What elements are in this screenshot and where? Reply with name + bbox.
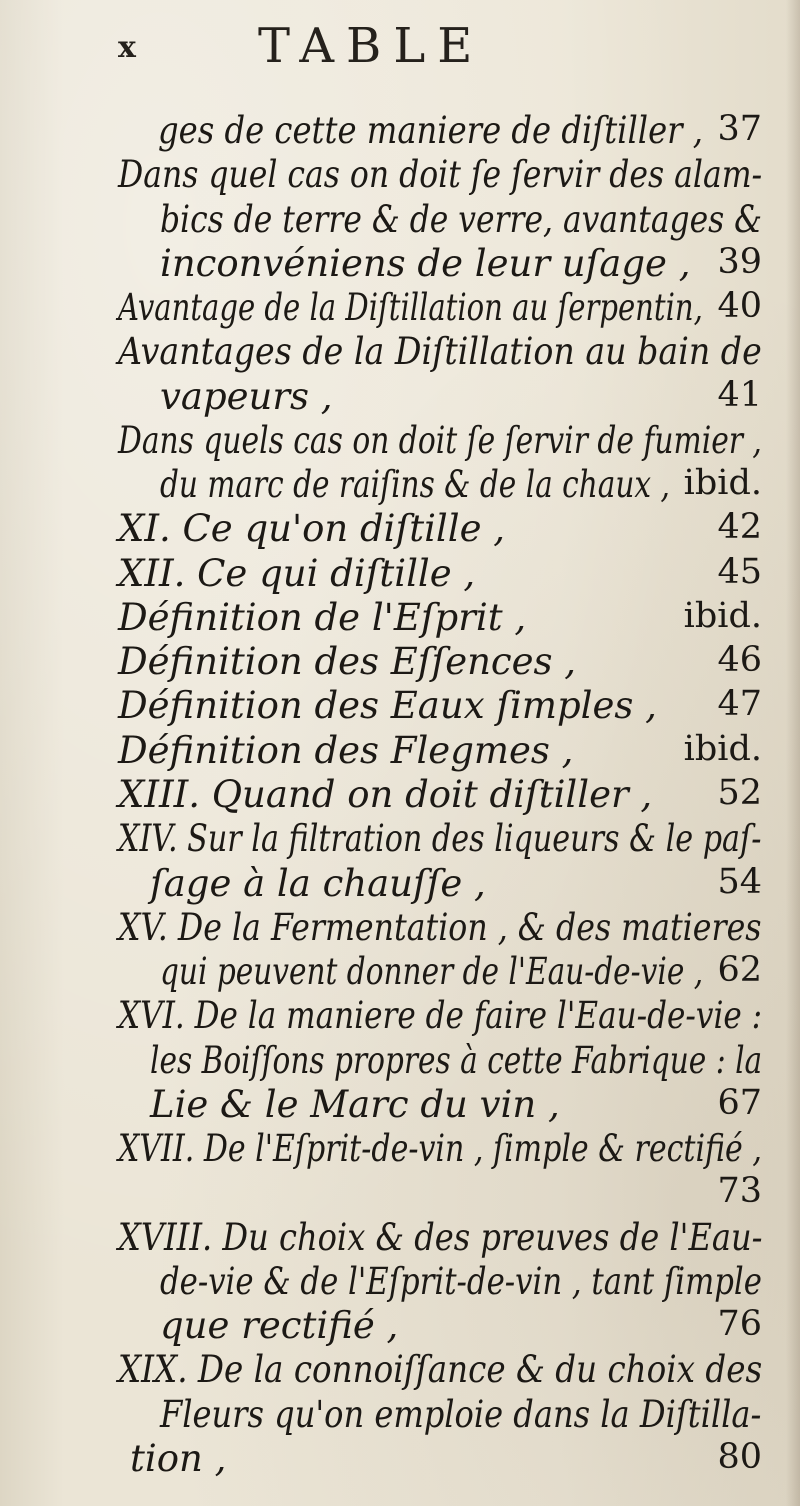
page-edge-shadow — [786, 0, 800, 1506]
page-header — [0, 0, 800, 110]
entry-page: 67 — [717, 1083, 762, 1123]
entry-text: Lie & le Marc du vin , — [150, 1083, 560, 1126]
entry-text: bics de terre & de verre, avantages & — [160, 198, 763, 241]
entry-page: 41 — [717, 375, 762, 415]
entry-page: 73 — [717, 1171, 762, 1211]
entry-text: XII. Ce qui diſtille , — [118, 552, 476, 595]
entry-text: Définition des Eſſences , — [118, 640, 577, 683]
entry-page: 37 — [717, 109, 762, 149]
entry-page: 46 — [717, 640, 762, 680]
entry-text: Définition de l'Eſprit , — [118, 596, 527, 639]
entry-text: inconvéniens de leur uſage , — [160, 242, 691, 285]
entry-text: de-vie & de l'Eſprit-de-vin , tant ſimple — [160, 1260, 762, 1303]
entry-text: qui peuvent donner de l'Eau-de-vie , — [160, 950, 704, 993]
entry-page: 42 — [717, 507, 762, 547]
entry-text: Définition des Eaux ſimples , — [118, 684, 657, 727]
entry-page: 45 — [717, 552, 762, 592]
entry-text: ges de cette maniere de diſtiller , — [158, 109, 704, 152]
entry-text: XIV. Sur la filtration des liqueurs & le paſ- — [118, 817, 762, 860]
entry-text: Dans quel cas on doit ſe ſervir des alam- — [118, 153, 763, 196]
entry-page: 39 — [717, 242, 762, 282]
entry-page: 54 — [717, 862, 762, 902]
running-title: TABLE — [258, 18, 485, 74]
header-ornament: x — [118, 30, 136, 65]
entry-text: XV. De la Fermentation , & des matieres — [118, 906, 762, 949]
entry-page: ibid. — [683, 729, 762, 769]
entry-page: 47 — [717, 684, 762, 724]
entry-text: XI. Ce qu'on diſtille , — [118, 507, 506, 550]
entry-page: 40 — [717, 286, 762, 326]
entry-text: tion , — [130, 1437, 227, 1480]
entry-text: XVI. De la maniere de faire l'Eau-de-vie : — [118, 994, 763, 1037]
entry-text: Avantages de la Diſtillation au bain de — [118, 330, 762, 373]
entry-text: les Boiſſons propres à cette Fabrique : la — [150, 1039, 763, 1082]
entry-page: 80 — [717, 1437, 762, 1477]
entry-text: XIII. Quand on doit diſtiller , — [118, 773, 653, 816]
entry-text: XVIII. Du choix & des preuves de l'Eau- — [118, 1216, 763, 1259]
entry-text: Fleurs qu'on emploie dans la Diſtilla- — [160, 1393, 762, 1436]
entry-page: 62 — [717, 950, 762, 990]
entry-text: du marc de raiſins & de la chaux , — [160, 463, 670, 506]
entry-text: Avantage de la Diſtillation au ſerpentin, — [118, 286, 703, 329]
entry-page: ibid. — [683, 463, 762, 503]
entry-text: Dans quels cas on doit ſe ſervir de fumier , — [118, 419, 762, 462]
entry-text: que rectifié , — [160, 1304, 399, 1347]
entry-text: XVII. De l'Eſprit-de-vin , ſimple & rectifié , — [118, 1127, 762, 1170]
entry-text: XIX. De la connoiſſance & du choix des — [118, 1348, 763, 1391]
entry-text: ſage à la chauſſe , — [150, 862, 486, 905]
entry-text: vapeurs , — [160, 375, 333, 418]
entry-text: Définition des Flegmes , — [118, 729, 574, 772]
entry-page: 52 — [717, 773, 762, 813]
entry-page: 76 — [717, 1304, 762, 1344]
entry-page: ibid. — [683, 596, 762, 636]
